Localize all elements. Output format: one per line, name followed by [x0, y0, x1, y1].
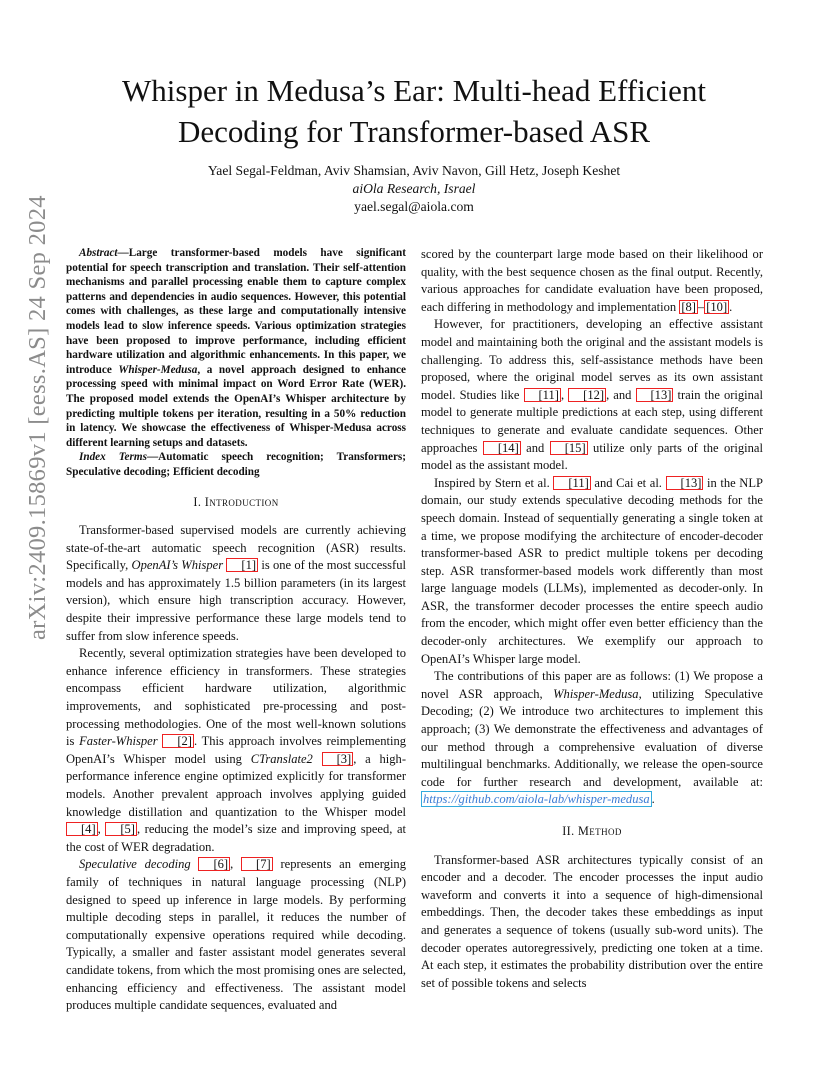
section-number: II.: [562, 824, 579, 838]
intro-paragraph-6: [421, 668, 763, 809]
section-title: Introduction: [204, 494, 279, 509]
text-run: Recently, several optimization strategies have been developed to enhance inference efficiency in transformers. These strategies encompass efficient hardware utilization, algorithmic improvements, and sophisticated pre-processing and post-processing methodologies. One of the most well-known solutions is: [66, 646, 406, 749]
citation-link[interactable]: [11]: [524, 388, 561, 402]
citation-link[interactable]: [13]: [636, 388, 674, 402]
text-run: Transformer-based supervised models are currently achieving state-of-the-art automatic speech recognition (ASR) results. Specifically,: [66, 523, 406, 573]
citation-link[interactable]: [6]: [198, 857, 230, 871]
text-run: , reducing the model’s size and improving speed, at the cost of WER degradation.: [66, 822, 407, 854]
section-heading-introduction: [66, 494, 406, 512]
intro-paragraph-3-cont: [421, 246, 763, 316]
section-number: I.: [193, 494, 205, 509]
text-run: utilize only parts of the original model as the assistant model.: [421, 440, 763, 473]
citation-link[interactable]: [12]: [568, 388, 606, 402]
text-run: scored by the counterpart large mode based on their likelihood or quality, with the best sequence chosen as the final output. Recently, various approaches for candidate evaluation have been proposed, each differing in methodology and implementation: [421, 247, 763, 314]
index-terms-dash: —: [146, 451, 159, 464]
abstract-label: Abstract: [79, 247, 118, 259]
text-run: in the NLP domain, our study extends speculative decoding methods for the speech domain. Instead of sequentially generating a single token at a time, we propose modifying the architecture of encoder-decoder transformer-based ASR to predict multiple tokens per decoding step. ASR transformer-based models work differently than most large language models (LLMs), implemented as decoder-only. In ASR, the transformer decoder processes the entire speech audio from the encoder, which might offer even better efficiency than the decoder-only architectures. We exemplify our approach to OpenAI’s Whisper large model.: [421, 475, 763, 666]
section-title: Method: [578, 824, 622, 838]
paper-title: [60, 70, 768, 152]
text-run: However, for practitioners, developing an effective assistant model and maintaining both the original and the assistant models is challenging. To address this, self-assistance methods have been proposed, where the original model serves as its own assistant model. Studies like: [421, 317, 763, 402]
citation-link[interactable]: [5]: [105, 822, 137, 836]
citation-link[interactable]: [7]: [241, 857, 273, 871]
repository-link[interactable]: https://github.com/aiola-lab/whisper-medusa: [423, 792, 650, 807]
author-block: [60, 162, 768, 216]
citation-link[interactable]: [8]: [681, 299, 696, 314]
citation-link[interactable]: [2]: [162, 734, 194, 748]
right-column: [421, 246, 763, 992]
email: yael.segal@aiola.com: [354, 199, 474, 214]
index-terms: [66, 450, 406, 479]
citation-link[interactable]: [11]: [553, 476, 590, 490]
abstract: [66, 246, 406, 450]
title-line-1: Whisper in Medusa’s Ear: Multi-head Efficient: [122, 73, 706, 108]
affiliation: aiOla Research, Israel: [352, 181, 476, 196]
text-run: Inspired by Stern et al.: [434, 475, 554, 490]
text-run: .: [729, 299, 733, 314]
arxiv-identifier: arXiv:2409.15869v1 [eess.AS] 24 Sep 2024: [24, 195, 51, 640]
section-heading-method: [421, 823, 763, 841]
text-run: train the original model to generate multiple predictions at each step, using different techniques to generate and evaluate candidate sequences. Other approaches: [421, 387, 763, 455]
intro-paragraph-3: Speculative decoding [6] , [7] represents an emerging family of techniques in natural language processing (NLP) designed to speed up inference in large models. By performing multiple decoding steps in parallel, it reduces the number of computationally expensive operations required while decoding. Typically, a smaller and faster assistant model generates several candidate tokens, from which the most promising ones are selected, enhancing efficiency and effectiveness. The assistant model produces multiple candidate sequences, evaluated and: [66, 857, 406, 1013]
intro-paragraph-5: [421, 475, 763, 669]
text-run-italic: Speculative decoding: [79, 857, 191, 872]
index-terms-text: Automatic speech recognition; Transformers; Speculative decoding; Efficient decoding: [66, 451, 406, 478]
citation-link[interactable]: [10]: [706, 299, 728, 314]
text-run: represents an emerging family of techniques in natural language processing (NLP) designed to speed up inference in large models. By performing multiple decoding steps in parallel, it reduces the number of computationally expensive operations required while decoding. Typically, a smaller and faster assistant model generates several candidate tokens, from which the most promising ones are selected, enhancing efficiency and effectiveness. The assistant model produces multiple candidate sequences, evaluated and: [66, 857, 406, 1013]
text-run: and Cai et al.: [590, 475, 666, 490]
text-run-italic: CTranslate2: [250, 751, 313, 766]
left-column: [66, 246, 406, 1015]
text-run: –: [697, 299, 705, 314]
citation-link[interactable]: [13]: [666, 476, 704, 490]
intro-paragraph-2: Recently, several optimization strategies have been developed to enhance inference efficiency in transformers. These strategies encompass efficient hardware utilization, algorithmic improvements, and sophisticated pre-processing and post-processing methodologies. One of the most well-known solutions is Faster-Whisper [2] . This approach involves reimplementing OpenAI’s Whisper model using CTranslate2 [3] , a high-performance inference engine optimized explicitly for transformer models. Another prevalent approach involves applying guided knowledge distillation and quantization to the Whisper model [4] , [5] , reducing the model’s size and improving speed, at the cost of WER degradation.: [66, 646, 407, 854]
text-run: . This approach involves reimplementing OpenAI’s Whisper model using: [66, 734, 406, 766]
text-run-italic: Faster-Whisper: [79, 734, 158, 749]
intro-paragraph-4: However, for practitioners, developing an effective assistant model and maintaining both the original and the assistant models is challenging. To address this, self-assistance methods have been proposed, where the original model serves as its own assistant model. Studies like [11] , [12] , and [13] train the original model to generate multiple predictions at each step, using different techniques to generate and evaluate candidate sequences. Other approaches [14] and [15] utilize only parts of the original model as the assistant model.: [421, 317, 763, 473]
text-run: , utilizing Speculative Decoding; (2) We introduce two architectures to implement this approach; (3) We demonstrate the effectiveness and advantages of our method through a comprehensive evaluation of diverse multilingual benchmarks. Additionally, we release the open-source code for further research and development, available at:: [421, 686, 763, 789]
index-terms-label: Index Terms: [79, 451, 147, 464]
abstract-model-name: Whisper-Medusa: [118, 363, 198, 376]
text-run: The contributions of this paper are as follows: (1) We propose a novel ASR approach,: [421, 669, 763, 701]
abstract-dash: —: [117, 247, 129, 259]
text-run-italic: OpenAI’s Whisper: [131, 558, 224, 573]
citation-link[interactable]: [14]: [483, 441, 521, 455]
text-run: and: [520, 440, 550, 455]
text-run: .: [651, 792, 655, 807]
title-line-2: Decoding for Transformer-based ASR: [177, 114, 651, 149]
citation-link[interactable]: [1]: [226, 558, 258, 572]
text-run: , a high-performance inference engine optimized explicitly for transformer models. Another prevalent approach involves applying guided knowledge distillation and quantization to the Whisper model: [66, 751, 407, 819]
text-run: is one of the most successful models and has approximately 1.5 billion parameters (in its largest version), which ensure high transcription accuracy. However, despite their impressive performance these large models tend to suffer from slow inference speeds.: [66, 558, 406, 643]
method-paragraph-1: [421, 852, 763, 993]
text-run: , and: [606, 387, 636, 402]
text-run: Transformer-based ASR architectures typically consist of an encoder and a decoder. The encoder processes the input audio waveform and converts it into a sequence of high-dimensional embeddings. Then, the decoder takes these embeddings as input and generates a sequence of tokens (usually sub-word units). The decoder operates autoregressively, predicting one token at a time. At each step, it estimates the probability distribution over the entire set of possible tokens and selects: [421, 852, 763, 990]
citation-link[interactable]: [3]: [322, 752, 354, 766]
author-names: Yael Segal-Feldman, Aviv Shamsian, Aviv Navon, Gill Hetz, Joseph Keshet: [207, 163, 621, 178]
abstract-text-2: , a novel approach designed to enhance processing speed with minimal impact on Word Error Rate (WER). The proposed model extends the OpenAI’s Whisper architecture by predicting multiple tokens per iteration, resulting in a 50% reduction in latency. We showcase the effectiveness of Whisper-Medusa across different learning setups and datasets.: [66, 363, 406, 449]
abstract-text-1: Large transformer-based models have significant potential for speech transcription and translation. Their self-attention mechanisms and parallel processing enable them to capture complex patterns and dependencies in audio sequences. However, this potential comes with challenges, as these large and computationally intensive models lead to slow inference speeds. Various optimization strategies have been proposed to improve performance, including efficient hardware utilization and algorithmic enhancements. In this paper, we introduce: [66, 247, 406, 376]
citation-link[interactable]: [4]: [66, 822, 98, 836]
intro-paragraph-1: [66, 522, 406, 645]
text-run-italic: Whisper-Medusa: [553, 686, 639, 701]
citation-link[interactable]: [15]: [550, 441, 588, 455]
